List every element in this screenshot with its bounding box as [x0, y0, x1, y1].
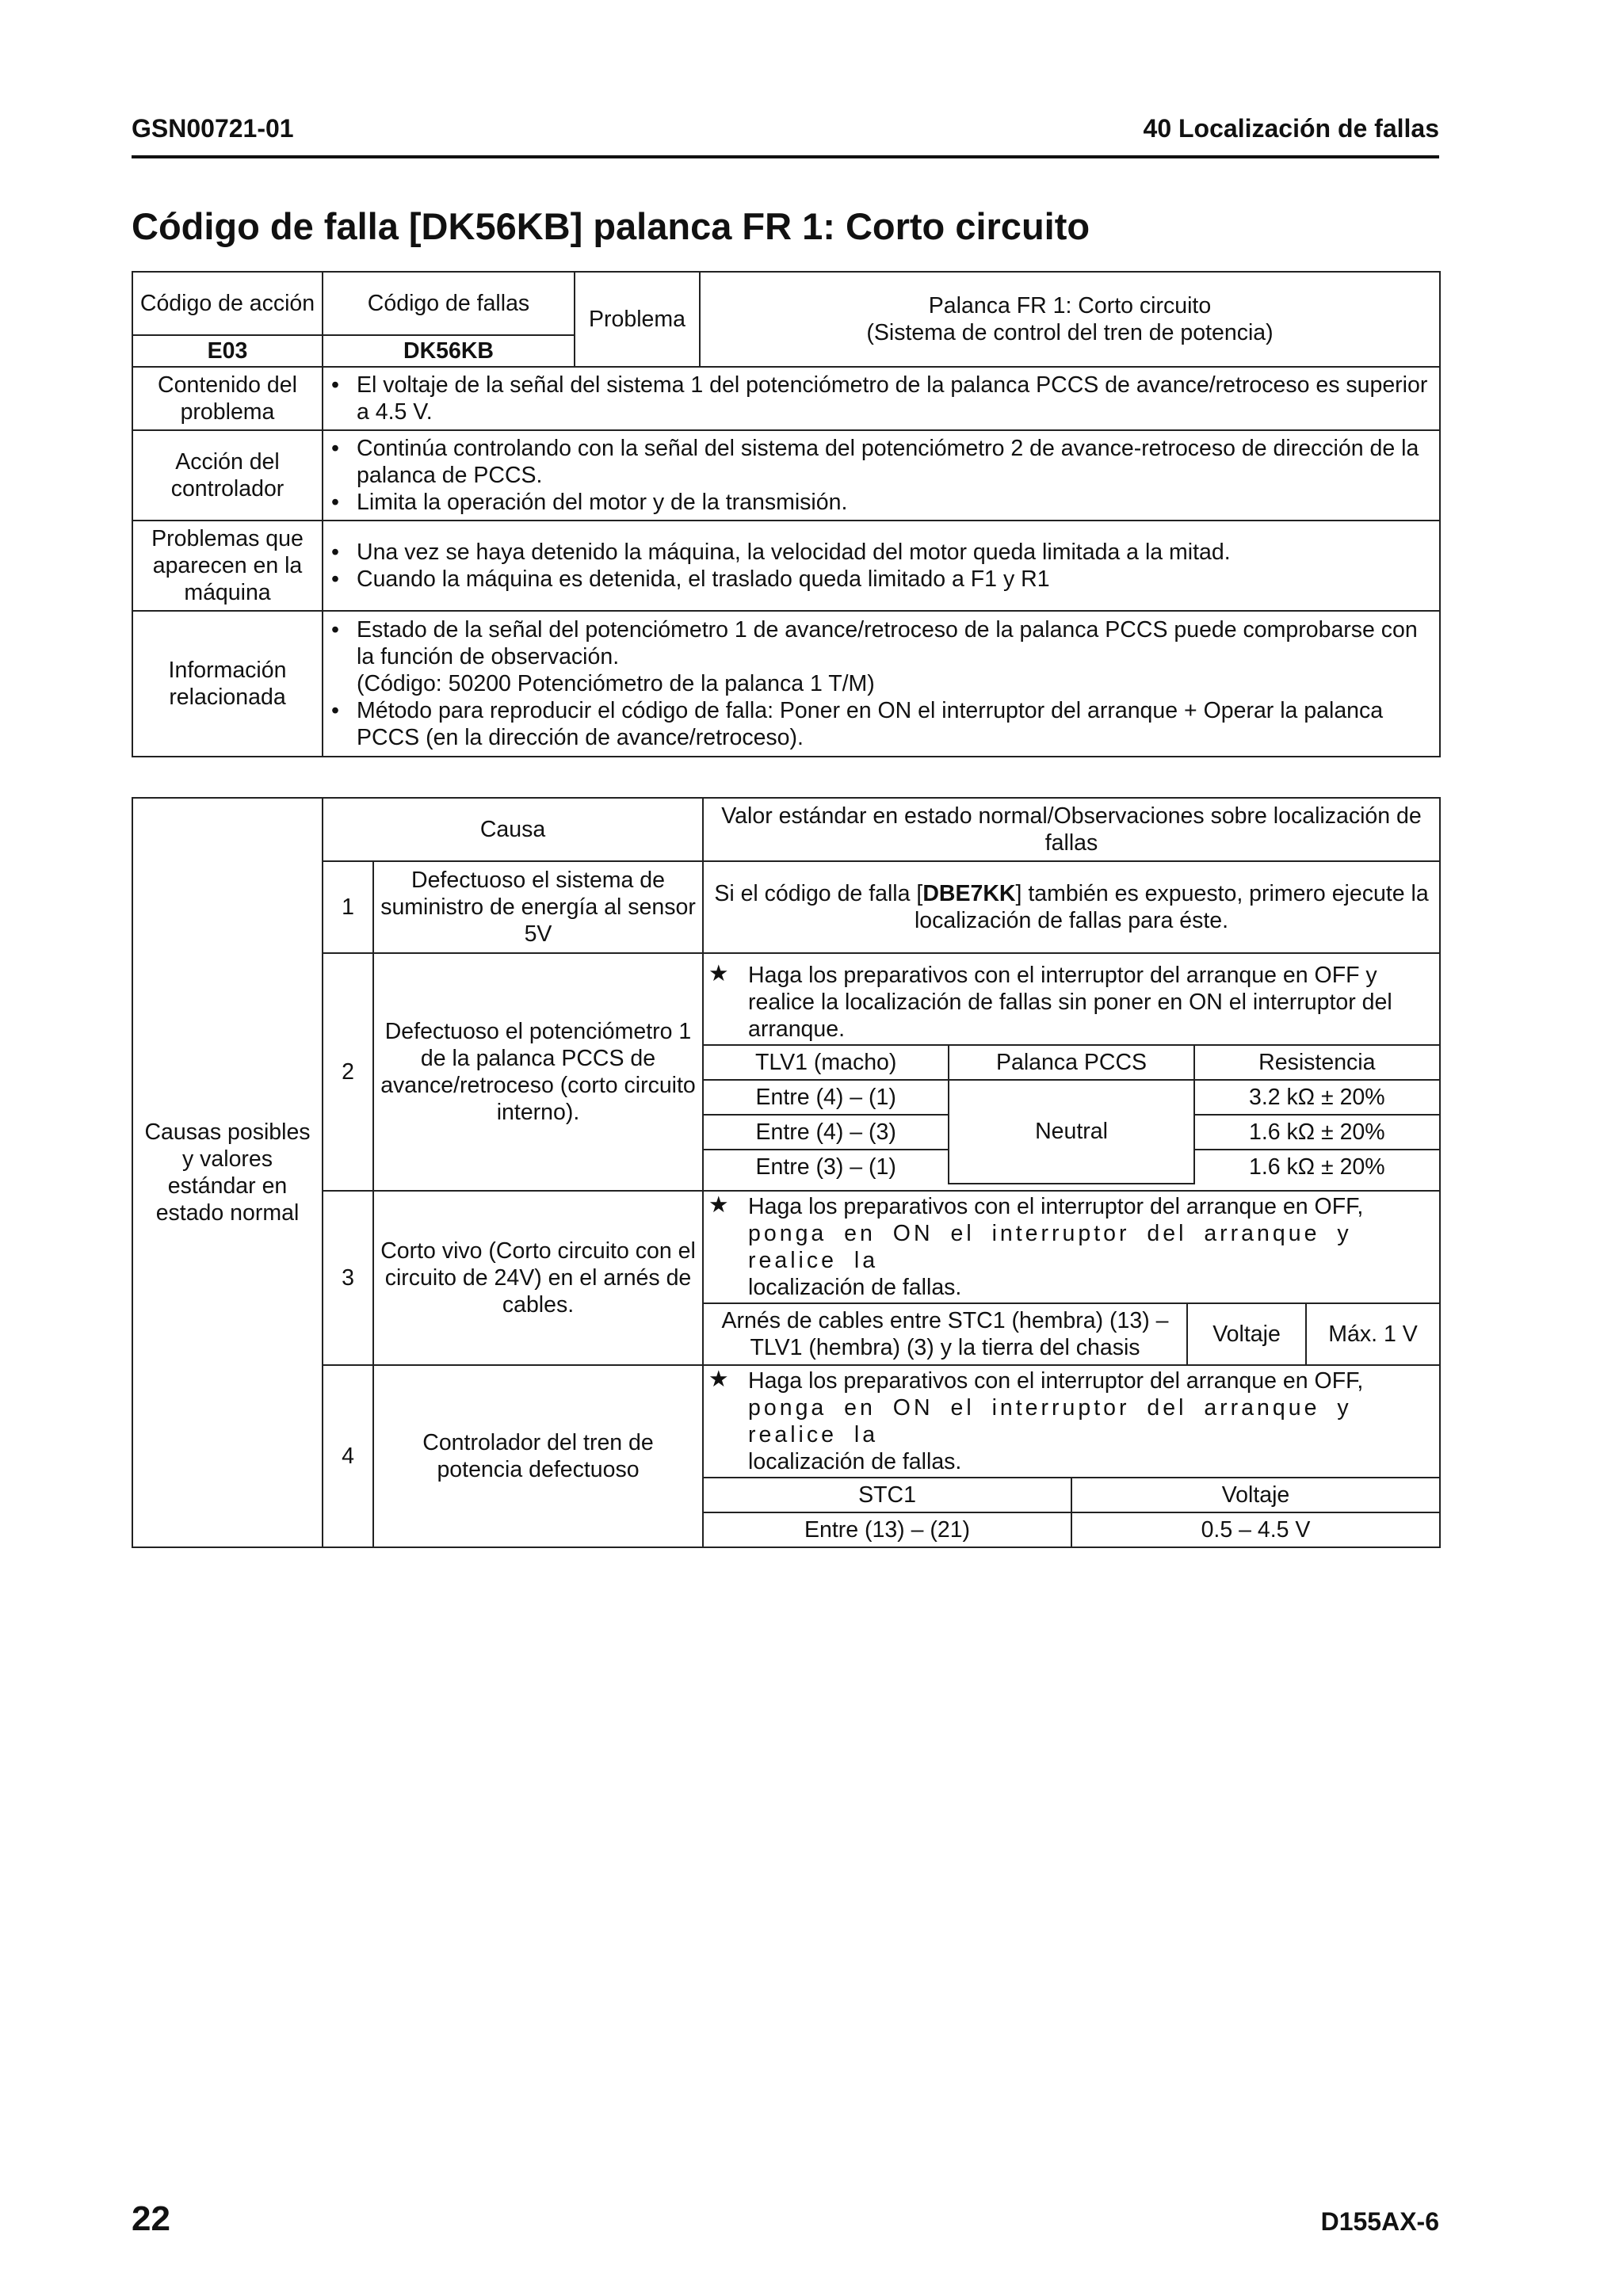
- cause-number: 4: [323, 1365, 373, 1547]
- table-cell: 1.6 kΩ ± 20%: [1194, 1150, 1439, 1184]
- cause-number: 3: [323, 1191, 373, 1365]
- table-cell: 1.6 kΩ ± 20%: [1194, 1115, 1439, 1150]
- row-label: Problemas que aparecen en la máquina: [132, 521, 323, 611]
- star-icon: ★: [708, 1192, 729, 1218]
- table-cell: Arnés de cables entre STC1 (hembra) (13) – TLV1 (hembra) (3) y la tierra del chasis: [704, 1303, 1187, 1364]
- row-content: [323, 521, 1440, 611]
- cause-detail: ★ Haga los preparativos con el interruptor del arranque en OFF y realice la localización de fallas sin poner en ON el interruptor del arranque. TLV1 (macho) Palanca PCCS Resistencia Entre (4) – (1) Neutral 3.2 kΩ ± 20% Entre (4) – (3) 1.6 kΩ ± 20% Entre (3) – (1) 1.6 kΩ ± 20%: [703, 953, 1440, 1191]
- table-cell: Entre (4) – (1): [704, 1080, 949, 1115]
- bullet-item: • Método para reproducir el código de falla: Poner en ON el interruptor del arranque + Operar la palanca PCCS (en la dirección de avance/retroceso).: [328, 697, 1434, 751]
- row-label: Acción del controlador: [132, 430, 323, 521]
- page-header: [132, 111, 1439, 158]
- cause-header: Causa: [323, 798, 703, 861]
- bullet-item: • Una vez se haya detenido la máquina, la velocidad del motor queda limitada a la mitad.: [328, 539, 1434, 566]
- column-header: Voltaje: [1071, 1478, 1439, 1512]
- row-label: Contenido del problema: [132, 367, 323, 430]
- page-title: Código de falla [DK56KB] palanca FR 1: Corto circuito: [132, 205, 1090, 247]
- cause-table: [132, 797, 1441, 1548]
- star-icon: ★: [708, 1367, 729, 1392]
- table-cell: Entre (4) – (3): [704, 1115, 949, 1150]
- fault-info-table: [132, 271, 1441, 757]
- problem-description: [700, 272, 1440, 367]
- cause-number: 1: [323, 861, 373, 953]
- column-header: STC1: [704, 1478, 1071, 1512]
- problem-line-1: Palanca FR 1: Corto circuito: [928, 293, 1212, 318]
- doc-id: GSN00721-01: [132, 114, 294, 143]
- fault-code: DK56KB: [323, 335, 575, 367]
- problem-label: Problema: [575, 272, 700, 367]
- table-cell: 0.5 – 4.5 V: [1071, 1512, 1439, 1547]
- voltage-table: [704, 1302, 1439, 1364]
- action-code-label: Código de acción: [132, 272, 323, 335]
- table-cell: Entre (13) – (21): [704, 1512, 1071, 1547]
- cause-group-label: Causas posibles y valores estándar en estado normal: [132, 798, 323, 1547]
- column-header: TLV1 (macho): [704, 1045, 949, 1080]
- bullet-item: • Limita la operación del motor y de la transmisión.: [328, 489, 1434, 516]
- row-content: [323, 430, 1440, 521]
- bullet-item: • Estado de la señal del potenciómetro 1 de avance/retroceso de la palanca PCCS puede comprobarse con la función de observación. (Código: 50200 Potenciómetro de la palanca 1 T/M): [328, 616, 1434, 697]
- action-code: E03: [132, 335, 323, 367]
- fault-code-ref: DBE7KK: [922, 881, 1016, 906]
- cause-text: Defectuoso el potenciómetro 1 de la palanca PCCS de avance/retroceso (corto circuito interno).: [373, 953, 703, 1191]
- cause-number: 2: [323, 953, 373, 1191]
- resistance-table: [704, 1044, 1439, 1184]
- bullet-item: • El voltaje de la señal del sistema 1 del potenciómetro de la palanca PCCS de avance/retroceso es superior a 4.5 V.: [328, 372, 1434, 425]
- row-content: [323, 611, 1440, 757]
- problem-line-2: (Sistema de control del tren de potencia): [866, 320, 1274, 345]
- page-number: 22: [132, 2199, 170, 2238]
- star-icon: ★: [708, 960, 729, 986]
- lever-state: Neutral: [949, 1080, 1193, 1184]
- section-title: 40 Localización de fallas: [1143, 114, 1439, 143]
- cause-text: Corto vivo (Corto circuito con el circuito de 24V) en el arnés de cables.: [373, 1191, 703, 1365]
- bullet-item: • Cuando la máquina es detenida, el traslado queda limitado a F1 y R1: [328, 566, 1434, 593]
- column-header: Resistencia: [1194, 1045, 1439, 1080]
- row-content: [323, 367, 1440, 430]
- voltage-table: [704, 1477, 1439, 1547]
- model-code: D155AX-6: [1320, 2207, 1439, 2236]
- table-cell: 3.2 kΩ ± 20%: [1194, 1080, 1439, 1115]
- table-cell: Máx. 1 V: [1306, 1303, 1439, 1364]
- fault-code-label: Código de fallas: [323, 272, 575, 335]
- cause-detail: ★ Haga los preparativos con el interruptor del arranque en OFF, ponga en ON el interruptor del arranque y realice la localización de fallas. Arnés de cables entre STC1 (hembra) (13) – TLV1 (hembra) (3) y la tierra del chasis Voltaje Máx. 1 V: [703, 1191, 1440, 1365]
- column-header: Palanca PCCS: [949, 1045, 1193, 1080]
- value-header: Valor estándar en estado normal/Observaciones sobre localización de fallas: [703, 798, 1440, 861]
- row-label: Información relacionada: [132, 611, 323, 757]
- cause-detail: ★ Haga los preparativos con el interruptor del arranque en OFF, ponga en ON el interruptor del arranque y realice la localización de fallas. STC1 Voltaje Entre (13) – (21) 0.5 – 4.5 V: [703, 1365, 1440, 1547]
- table-cell: Voltaje: [1187, 1303, 1306, 1364]
- cause-text: Controlador del tren de potencia defectuoso: [373, 1365, 703, 1547]
- bullet-note: (Código: 50200 Potenciómetro de la palanca 1 T/M): [357, 671, 875, 696]
- table-cell: Entre (3) – (1): [704, 1150, 949, 1184]
- bullet-item: • Continúa controlando con la señal del sistema del potenciómetro 2 de avance-retroceso de dirección de la palanca de PCCS.: [328, 435, 1434, 489]
- cause-text: Defectuoso el sistema de suministro de energía al sensor 5V: [373, 861, 703, 953]
- cause-note: Si el código de falla [DBE7KK] también es expuesto, primero ejecute la localización de fallas para éste.: [703, 861, 1440, 953]
